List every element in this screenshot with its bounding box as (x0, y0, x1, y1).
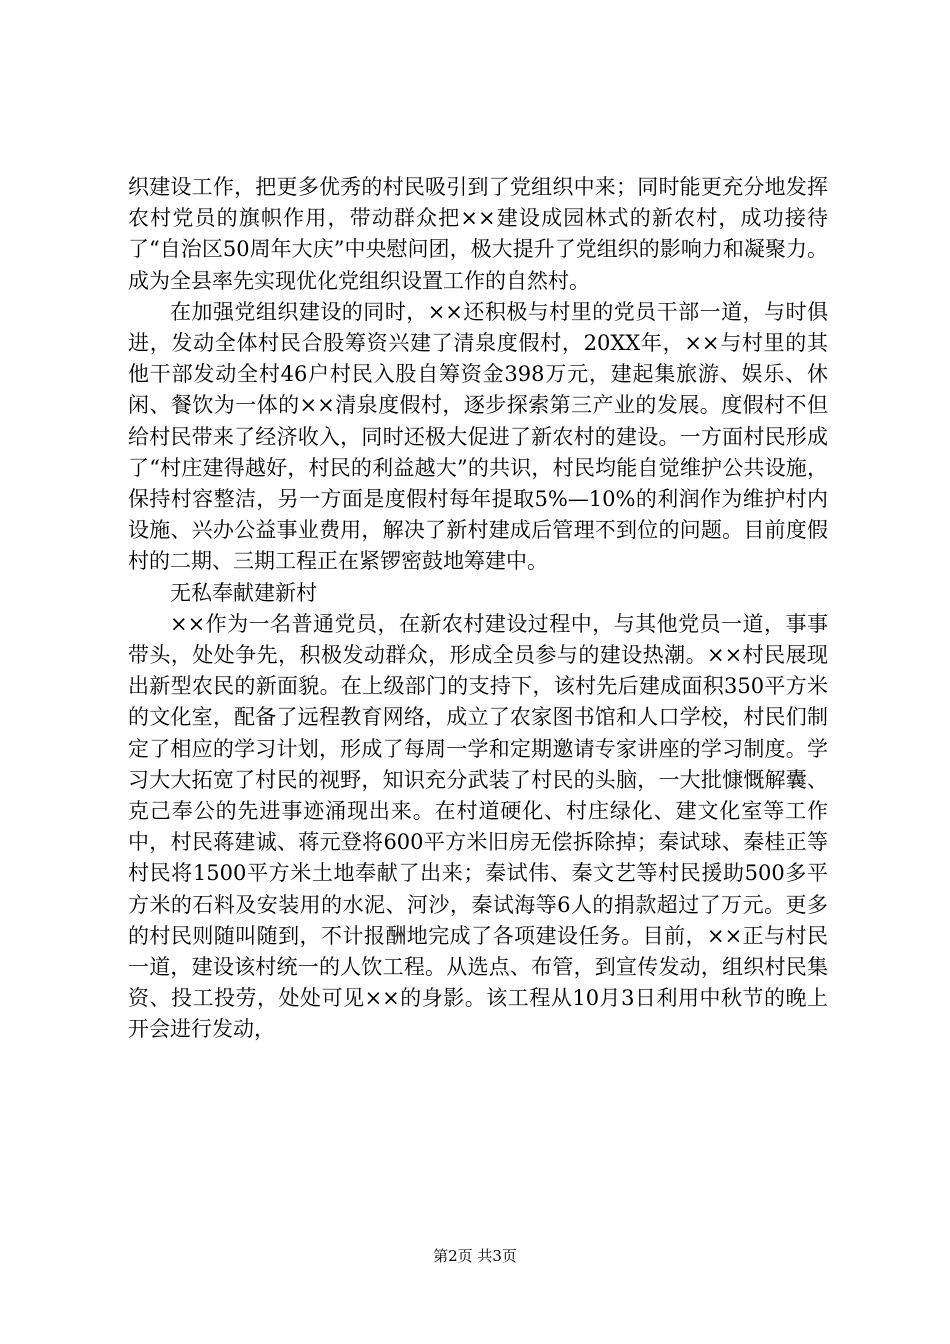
paragraph-continuation: 织建设工作，把更多优秀的村民吸引到了党组织中来；同时能更充分地发挥农村党员的旗帜作用，带动群众把××建设成园林式的新农村，成功接待了“自治区50周年大庆”中央慰问团，极大提升了党组织的影响力和凝聚力。成为全县率先实现优化党组织设置工作的自然村。 (128, 175, 828, 293)
document-body (128, 172, 828, 1046)
paragraph-resort-village: 在加强党组织建设的同时，××还积极与村里的党员干部一道，与时俱进，发动全体村民合股筹资兴建了清泉度假村，20XX年，××与村里的其他干部发动全村46户村民入股自筹资金398万元，建起集旅游、娱乐、休闲、餐饮为一体的××清泉度假村，逐步探索第三产业的发展。度假村不但给村民带来了经济收入，同时还极大促进了新农村的建设。一方面村民形成了“村庄建得越好，村民的利益越大”的共识，村民均能自觉维护公共设施，保持村容整洁，另一方面是度假村每年提取5%—10%的利润作为维护村内设施、兴办公益事业费用，解决了新村建成后管理不到位的问题。目前度假村的二期、三期工程正在紧锣密鼓地筹建中。 (128, 299, 828, 574)
paragraph-selfless-dedication: ××作为一名普通党员，在新农村建设过程中，与其他党员一道，事事带头，处处争先，积极发动群众，形成全员参与的建设热潮。××村民展现出新型农民的新面貌。在上级部门的支持下，该村先后建成面积350平方米的文化室，配备了远程教育网络，成立了农家图书馆和人口学校，村民们制定了相应的学习计划，形成了每周一学和定期邀请专家讲座的学习制度。学习大大拓宽了村民的视野，知识充分武装了村民的头脑，一大批慷慨解囊、克己奉公的先进事迹涌现出来。在村道硬化、村庄绿化、建文化室等工作中，村民蒋建诚、蒋元登将600平方米旧房无偿拆除掉；秦试球、秦桂正等村民将1500平方米土地奉献了出来；秦试伟、秦文艺等村民援助500多平方米的石料及安装用的水泥、河沙，秦试海等6人的捐款超过了万元。更多的村民则随叫随到，不计报酬地完成了各项建设任务。目前，××正与村民一道，建设该村统一的人饮工程。从选点、布管，到宣传发动，组织村民集资、投工投劳，处处可见××的身影。该工程从10月3日利用中秋节的晚上开会进行发动， (128, 611, 828, 1042)
page-footer: 第2页 共3页 (433, 1247, 517, 1265)
section-heading: 无私奉献建新村 (170, 580, 317, 605)
